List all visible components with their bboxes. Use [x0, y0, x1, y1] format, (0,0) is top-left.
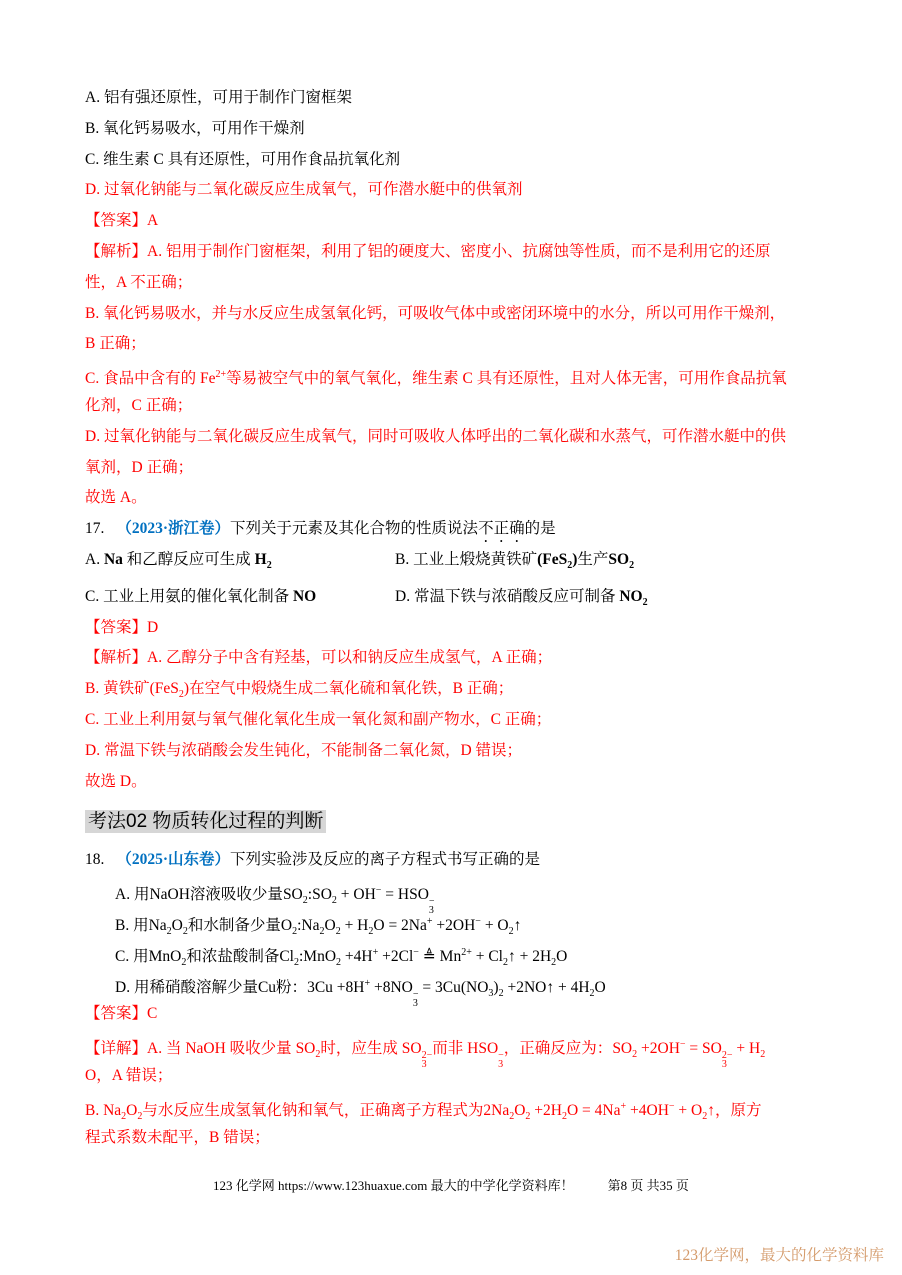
text-run: 程式系数未配平，B 错误； — [85, 1128, 270, 1146]
text-run: A. 铝有强还原性，可用于制作门窗框架 — [85, 89, 352, 106]
text-run: O = 4Na — [566, 1101, 621, 1119]
text-run: C. 工业上用氨的催化氧化制备 — [85, 587, 293, 605]
text-run: Cl — [279, 947, 294, 965]
q18-stem — [85, 845, 825, 876]
text-run: （2023·浙江卷） — [116, 520, 231, 538]
text-run: 2 — [182, 925, 188, 937]
text-run: 2+ — [461, 946, 472, 958]
text-run: 和水制备少量 — [187, 916, 281, 934]
text-run: 2 — [335, 925, 341, 937]
text-run: B. 用 — [115, 916, 149, 934]
q16-option-d — [85, 175, 825, 206]
text-run: O — [171, 916, 183, 934]
text-run: − — [413, 946, 419, 958]
text-run: − — [668, 1100, 675, 1112]
text-run: 时，应生成 — [320, 1040, 402, 1058]
text-run: SO — [295, 1040, 316, 1058]
q16-analysis-3 — [85, 299, 825, 330]
text-run: D. 用稀硝酸溶解少量 — [115, 978, 258, 996]
text-run: 【答案】A — [85, 212, 159, 230]
text-run: O = 2Na — [373, 916, 427, 934]
text-run: HSO — [467, 1040, 499, 1058]
text-run: 下列实验涉及反应的离子方程式书写正确的是 — [230, 851, 541, 869]
text-run: +2Cl — [378, 947, 414, 965]
text-run: D. 常温下铁与浓硝酸反应可制备 — [395, 587, 620, 605]
text-run: 2Na — [483, 1101, 510, 1119]
text-run: 2 — [551, 956, 557, 968]
text-run: C. 维生素 C 具有还原性，可用作食品抗氧化剂 — [85, 150, 401, 168]
text-run: 和浓盐酸制备 — [186, 947, 280, 965]
text-run: 18. — [85, 851, 105, 869]
footer-page-number: 第8 页 共35 页 — [607, 1178, 689, 1193]
text-run: 【详解】A. 当 — [85, 1040, 186, 1058]
text-run: 吸收少量 — [225, 1040, 296, 1058]
text-run: Na — [148, 916, 167, 934]
q18-option-d — [85, 969, 825, 1009]
q17-options-row-1 — [85, 545, 825, 576]
q18-detail-2 — [85, 1061, 825, 1092]
text-run: + — [372, 946, 379, 958]
text-run: D. 过氧化钠能与二氧化碳反应生成氧气，可作潜水艇中的供氧剂 — [85, 181, 523, 199]
text-run: A. — [85, 550, 104, 568]
text-run: +2OH — [637, 1040, 680, 1058]
text-run: B. 黄铁矿 — [85, 680, 150, 698]
text-run: 2 — [509, 1110, 515, 1122]
text-run: − — [679, 1039, 686, 1051]
text-run: ↑ — [707, 1101, 715, 1119]
text-run: 【解析】A. 铝用于制作门窗框架，利用了铝的硬度大、密度小、抗腐蚀等性质，而不是利用它的还原 — [85, 242, 771, 260]
text-run: 2 — [319, 925, 325, 937]
text-run: 2 — [266, 559, 272, 571]
text-run: 粉： — [276, 978, 308, 996]
text-run: 2 — [178, 689, 184, 701]
text-run: B 正确； — [85, 335, 146, 353]
text-run: + H — [340, 916, 369, 934]
q17-analysis-3 — [85, 705, 825, 736]
text-run: 2 — [302, 895, 308, 907]
text-run: 而非 — [432, 1040, 468, 1058]
text-run: Na — [103, 1101, 122, 1119]
q18-detail-4 — [85, 1123, 825, 1154]
text-run: 2 — [525, 1110, 531, 1122]
q17-conclusion — [85, 767, 825, 798]
text-run: 生产 — [577, 550, 609, 568]
text-run: SO — [612, 1040, 633, 1058]
text-run: 2 — [760, 1049, 766, 1061]
text-run: 2 — [294, 956, 299, 968]
text-run: B. 工业上煅烧黄铁矿 — [395, 550, 538, 568]
text-run: 2 — [702, 1110, 708, 1122]
text-run: O — [324, 916, 336, 934]
text-run: − — [475, 915, 481, 927]
text-run: +2H — [530, 1101, 562, 1119]
text-run: 故选 A。 — [85, 489, 147, 507]
text-run: = 3Cu(NO — [418, 978, 489, 996]
q16-analysis-2 — [85, 268, 825, 299]
q17-analysis-1 — [85, 643, 825, 674]
text-run: SO — [401, 1040, 422, 1058]
text-run: +8NO — [370, 978, 413, 996]
text-run: B. 氧化钙易吸水，可用作干燥剂 — [85, 119, 305, 137]
q17-stem — [85, 514, 825, 545]
text-run: + H — [732, 1040, 761, 1058]
text-run: H — [254, 550, 267, 568]
text-run: ) — [572, 550, 578, 568]
text-run: C. 工业上利用氨与氧气催化氧化生成一氧化氮和副产物水，C 正确； — [85, 710, 552, 728]
text-run: ≜ — [418, 947, 440, 965]
text-run: ) — [493, 978, 499, 996]
text-run: 2 — [331, 895, 337, 907]
formula-stack: 2− 3 — [721, 1050, 733, 1071]
q16-analysis-8 — [85, 453, 825, 484]
text-run: ↑ + 2H — [507, 947, 552, 965]
text-run: 【答案】D — [85, 618, 159, 636]
text-run: 2 — [561, 1110, 567, 1122]
text-run: 2 — [336, 956, 342, 968]
text-run: Cu — [257, 978, 277, 996]
text-run: 2 — [181, 956, 187, 968]
text-run: 2 — [498, 987, 504, 999]
text-run: O — [594, 978, 606, 996]
q16-option-a — [85, 83, 825, 114]
text-run: B. — [85, 1101, 104, 1119]
text-run: + O — [674, 1101, 703, 1119]
text-run: D. 过氧化钠能与二氧化碳反应生成氧气，同时可吸收人体呼出的二氧化碳和水蒸气，可作潜水艇中的供 — [85, 427, 786, 445]
text-run: 2 — [508, 925, 514, 937]
text-run: 2 — [137, 1110, 143, 1122]
text-run: Na — [103, 550, 123, 568]
section-header-kaofa-02 — [85, 805, 825, 839]
text-run: + — [426, 915, 433, 927]
q16-option-b — [85, 114, 825, 145]
text-run: 考法02 物质转化过程的判断 — [85, 810, 326, 833]
text-run: ) — [183, 680, 190, 698]
text-run: ↑ — [513, 916, 522, 934]
q16-analysis-6 — [85, 391, 825, 422]
text-run: 化剂，C 正确； — [85, 396, 193, 414]
q16-analysis-7 — [85, 422, 825, 453]
option-column-2 — [395, 545, 634, 582]
text-run: + O — [480, 916, 509, 934]
formula-stack: − 3 — [428, 896, 435, 917]
text-run: (FeS — [149, 680, 179, 698]
text-run: NaOH — [149, 886, 190, 904]
option-column-1 — [85, 545, 395, 582]
text-run: C. 食品中含有的 — [85, 370, 200, 388]
text-run: D. 常温下铁与浓硝酸会发生钝化，不能制备二氧化氮，D 错误； — [85, 741, 523, 759]
text-run: NaOH — [185, 1040, 226, 1058]
text-run: 2 — [121, 1110, 127, 1122]
q16-analysis-4 — [85, 329, 825, 360]
text-run: :MnO — [299, 947, 337, 965]
q18-answer — [85, 999, 825, 1030]
text-run: 在空气中煅烧生成二氧化硫和氧化铁，B 正确； — [189, 680, 514, 698]
text-run: +2NO↑ + 4H — [503, 978, 590, 996]
text-run: = HSO — [381, 886, 429, 904]
text-run: O — [556, 947, 568, 965]
text-run: (FeS — [537, 550, 568, 568]
text-run: NO — [292, 587, 317, 605]
text-run: 17. — [85, 520, 105, 538]
text-run: 等易被空气中的氧气氧化，维生素 C 具有还原性，且对人体无害，可用作食品抗氧 — [226, 370, 787, 388]
text-run: 【解析】A. 乙醇分子中含有羟基，可以和钠反应生成氢气，A 正确； — [85, 649, 553, 667]
option-column-1 — [85, 582, 395, 613]
text-run: O — [280, 916, 293, 934]
text-run: MnO — [148, 947, 182, 965]
text-run: NO — [619, 587, 643, 605]
text-run: − — [375, 885, 382, 897]
text-run: C. 用 — [115, 947, 149, 965]
q18-detail-1 — [85, 1030, 825, 1071]
text-run: + — [620, 1100, 627, 1112]
text-run: Fe — [199, 370, 216, 388]
document-body — [85, 83, 825, 1153]
text-run: +2OH — [432, 916, 476, 934]
watermark-text: 123化学网，最大的化学资料库 — [674, 1247, 884, 1264]
text-run: 2+ — [215, 369, 227, 381]
text-run: = SO — [685, 1040, 722, 1058]
text-run: O — [85, 1066, 97, 1084]
q18-option-a — [85, 876, 825, 917]
text-run: O — [126, 1101, 138, 1119]
text-run: O — [514, 1101, 526, 1119]
text-run: ，原方 — [714, 1101, 762, 1119]
text-run: 与水反应生成氢氧化钠和氧气，正确离子方程式为 — [142, 1101, 484, 1119]
text-run: + — [364, 977, 371, 989]
text-run: 的是 — [524, 520, 556, 538]
text-run: 氧剂，D 正确； — [85, 458, 194, 476]
text-run: SO — [282, 886, 303, 904]
formula-stack: 2− 3 — [421, 1050, 433, 1071]
text-run: 【答案】C — [85, 1005, 158, 1023]
text-run: +4H — [341, 947, 373, 965]
text-run: 2 — [567, 559, 573, 571]
text-run: 2 — [166, 925, 172, 937]
option-column-2 — [395, 582, 648, 619]
text-run: （2025·山东卷） — [116, 851, 231, 869]
text-run: ，A 错误； — [96, 1066, 173, 1084]
text-run: 2 — [629, 559, 635, 571]
text-run: + OH — [336, 886, 376, 904]
text-run: B. 氧化钙易吸水，并与水反应生成氢氧化钙，可吸收气体中或密闭环境中的水分，所以可用作干燥剂， — [85, 304, 786, 322]
text-run: 下列关于元素及其化合物的性质说法 — [230, 520, 479, 538]
text-run: A. 用 — [115, 886, 150, 904]
text-run: 2 — [632, 1049, 638, 1061]
q17-analysis-2 — [85, 674, 825, 705]
formula-stack: − 3 — [412, 988, 419, 1009]
q18-detail-3 — [85, 1092, 825, 1123]
text-run: :SO — [307, 886, 332, 904]
text-run: 2 — [642, 596, 648, 608]
formula-stack: − 3 — [498, 1050, 504, 1071]
page-footer — [0, 1176, 902, 1196]
q16-analysis-5 — [85, 360, 825, 391]
text-run: :Na — [297, 916, 320, 934]
text-run: 2 — [292, 925, 298, 937]
text-run: 3 — [488, 987, 494, 999]
text-run: + Cl — [471, 947, 503, 965]
text-run: ，正确反应为： — [503, 1040, 613, 1058]
text-run: 故选 D。 — [85, 772, 147, 790]
text-run: 不正确 — [478, 520, 525, 538]
footer-site-info: 123 化学网 https://www.123huaxue.com 最大的中学化学资料库！ — [213, 1178, 574, 1193]
text-run: 和乙醇反应可生成 — [122, 550, 255, 568]
q16-analysis-1 — [85, 237, 825, 268]
text-run: 3Cu +8H — [307, 978, 365, 996]
text-run: 2 — [368, 925, 374, 937]
text-run: 2 — [589, 987, 595, 999]
q16-answer — [85, 206, 825, 237]
q16-conclusion — [85, 483, 825, 514]
text-run: 2 — [315, 1049, 321, 1061]
text-run: 溶液吸收少量 — [189, 886, 283, 904]
text-run: +4OH — [626, 1101, 669, 1119]
q17-options-row-2 — [85, 582, 825, 613]
q17-analysis-4 — [85, 736, 825, 767]
q18-option-c — [85, 938, 825, 969]
text-run: SO — [608, 550, 630, 568]
q18-option-b — [85, 907, 825, 938]
q16-option-c — [85, 145, 825, 176]
text-run: 性，A 不正确； — [85, 273, 193, 291]
text-run: Mn — [439, 947, 462, 965]
text-run: 2 — [502, 956, 508, 968]
